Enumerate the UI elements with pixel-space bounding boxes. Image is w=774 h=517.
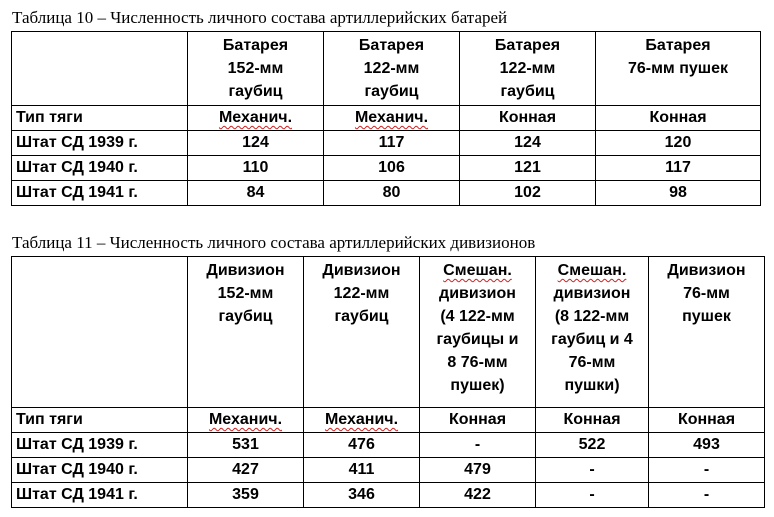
header-line: пушки) — [564, 377, 620, 394]
empty-corner-cell — [12, 32, 188, 106]
table-cell: 117 — [596, 156, 761, 181]
header-row — [12, 257, 765, 408]
table-cell: Механич. — [188, 408, 304, 433]
division-personnel-table — [11, 256, 765, 508]
table-cell: 476 — [304, 433, 420, 458]
row-label: Штат СД 1940 г. — [12, 458, 188, 483]
header-line: гаубиц — [228, 83, 283, 100]
header-cell — [460, 32, 596, 106]
empty-corner-cell — [12, 257, 188, 408]
header-cell — [596, 32, 761, 106]
header-line: 76-мм пушек — [627, 60, 729, 77]
table-cell: 479 — [420, 458, 536, 483]
table-cell: Конная — [596, 106, 761, 131]
table-cell: 98 — [596, 181, 761, 206]
table-row — [12, 408, 765, 433]
header-cell — [649, 257, 765, 408]
table-row — [12, 131, 761, 156]
table-cell: 422 — [420, 483, 536, 508]
table-cell: Механич. — [324, 106, 460, 131]
row-label: Штат СД 1939 г. — [12, 433, 188, 458]
header-cell — [420, 257, 536, 408]
table-cell: 124 — [188, 131, 324, 156]
header-line: 76-мм — [568, 354, 616, 371]
header-line: 152-мм — [217, 285, 274, 302]
header-line: дивизион — [553, 285, 631, 302]
header-line: Дивизион — [322, 262, 401, 279]
table10-caption: Таблица 10 – Численность личного состава артиллерийских батарей — [12, 8, 508, 27]
table-row — [12, 483, 765, 508]
header-line: Дивизион — [206, 262, 285, 279]
table-row — [12, 433, 765, 458]
table-cell: Механич. — [304, 408, 420, 433]
table-cell: Конная — [649, 408, 765, 433]
header-cell — [304, 257, 420, 408]
table-cell: 411 — [304, 458, 420, 483]
header-line: пушек) — [450, 377, 505, 394]
table-cell: 110 — [188, 156, 324, 181]
header-line: (8 122-мм — [554, 308, 630, 325]
header-line: 8 76-мм — [447, 354, 508, 371]
table-cell: 117 — [324, 131, 460, 156]
row-label: Тип тяги — [12, 408, 188, 433]
header-line: (4 122-мм — [440, 308, 515, 325]
row-label: Штат СД 1939 г. — [12, 131, 188, 156]
table-cell: - — [420, 433, 536, 458]
table-row — [12, 106, 761, 131]
header-line: дивизион — [439, 285, 516, 302]
header-cell — [188, 257, 304, 408]
header-line: Смешан. — [557, 262, 627, 279]
header-cell — [536, 257, 649, 408]
table-cell: Конная — [420, 408, 536, 433]
header-line: 152-мм — [227, 60, 284, 77]
battery-personnel-table — [11, 31, 761, 206]
row-label: Тип тяги — [12, 106, 188, 131]
table-cell: - — [649, 458, 765, 483]
table-cell: 120 — [596, 131, 761, 156]
table-cell: Конная — [460, 106, 596, 131]
table-cell: 121 — [460, 156, 596, 181]
header-cell — [324, 32, 460, 106]
table-cell: 106 — [324, 156, 460, 181]
header-line: 122-мм — [499, 60, 556, 77]
table-cell: 124 — [460, 131, 596, 156]
header-line: гаубиц и 4 — [551, 331, 633, 348]
row-label: Штат СД 1941 г. — [12, 181, 188, 206]
header-line: гаубиц — [334, 308, 389, 325]
table-cell: 84 — [188, 181, 324, 206]
header-line: Батарея — [358, 37, 425, 54]
header-line: Батарея — [494, 37, 561, 54]
table-cell: 359 — [188, 483, 304, 508]
header-line: Смешан. — [443, 262, 512, 279]
header-line: Дивизион — [667, 262, 746, 279]
header-line: гаубиц — [364, 83, 419, 100]
table-row — [12, 458, 765, 483]
table-cell: - — [649, 483, 765, 508]
table-cell: Конная — [536, 408, 649, 433]
header-line: Батарея — [222, 37, 289, 54]
table-cell: 102 — [460, 181, 596, 206]
table-cell: 531 — [188, 433, 304, 458]
table-cell: 493 — [649, 433, 765, 458]
table-cell: - — [536, 458, 649, 483]
header-line: гаубиц — [218, 308, 273, 325]
header-cell — [188, 32, 324, 106]
header-line: гаубицы и — [436, 331, 519, 348]
table-cell: 346 — [304, 483, 420, 508]
table-row — [12, 156, 761, 181]
header-line: Батарея — [645, 37, 711, 54]
table-row — [12, 181, 761, 206]
table-cell: 80 — [324, 181, 460, 206]
table-cell: Механич. — [188, 106, 324, 131]
table-cell: 522 — [536, 433, 649, 458]
table11-caption: Таблица 11 – Численность личного состава артиллерийских дивизионов — [12, 233, 536, 252]
row-label: Штат СД 1940 г. — [12, 156, 188, 181]
header-line: 122-мм — [363, 60, 420, 77]
header-line: гаубиц — [500, 83, 555, 100]
header-line: 122-мм — [333, 285, 390, 302]
table-cell: - — [536, 483, 649, 508]
header-line: пушек — [682, 308, 731, 325]
row-label: Штат СД 1941 г. — [12, 483, 188, 508]
header-row — [12, 32, 761, 106]
header-line: 76-мм — [683, 285, 730, 302]
table-cell: 427 — [188, 458, 304, 483]
